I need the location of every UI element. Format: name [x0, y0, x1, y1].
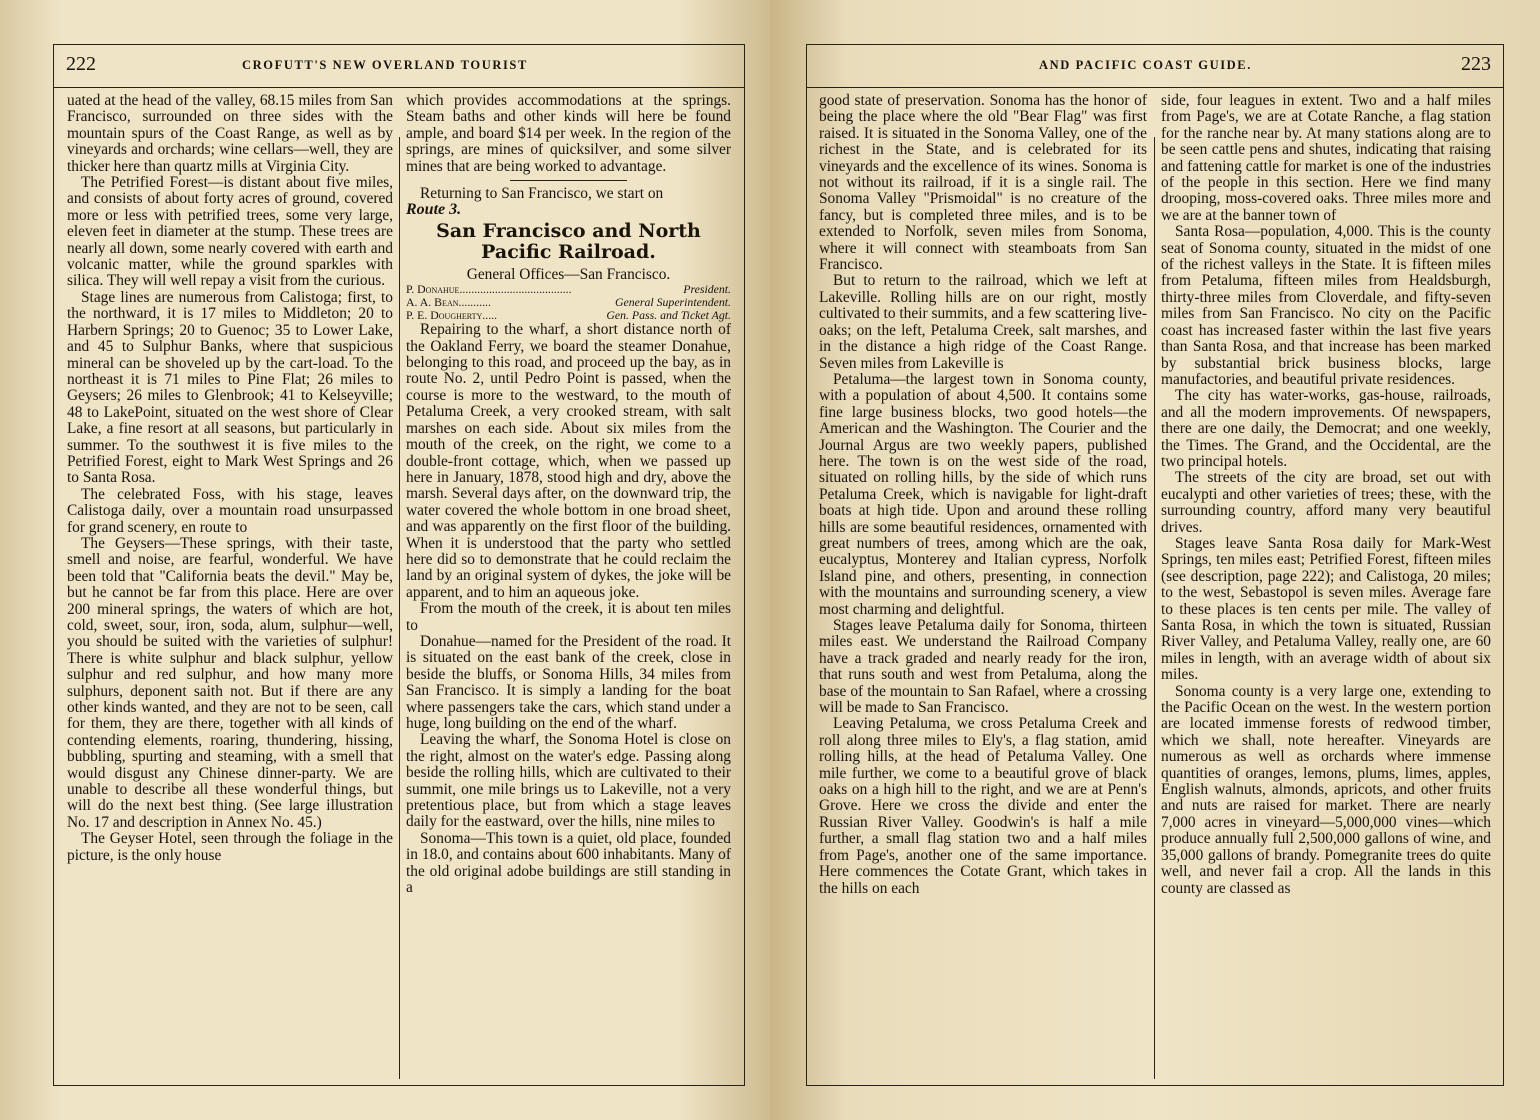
paragraph: Stages leave Santa Rosa daily for Mark-West Springs, ten miles east; Petrified Forest, fifteen miles (see description, page 222); and Calistoga, 20 miles; to the west, Sebastopol is seven miles. Average fare to these places is ten cents per mile. The valley of Santa Rosa, in which the town is situated, Russian River Valley, and Petaluma Valley, really one, are 60 miles in length, with an average width of about six miles. [1161, 534, 1491, 684]
paragraph: Sonoma—This town is a quiet, old place, founded in 18.0, and contains about 600 inhabitants. Many of the old original adobe buildings are still standing in a [406, 829, 731, 897]
paragraph: good state of preservation. Sonoma has the honor of being the place where the old "Bear Flag" was first raised. It is situated in the Sonoma Valley, one of the richest in the State, and is celebrated for its vineyards and the excellence of its wines. Sonoma is not without its railroad, if it is a single rail. The Sonoma Valley "Prismoidal" is no creature of the fancy, but is completed three miles, and is to be extended to Norfolk, seven miles from Sonoma, where it will connect with steamboats from San Francisco. [819, 93, 1147, 274]
paragraph: The city has water-works, gas-house, railroads, and all the modern improvements. Of newspapers, there are one daily, the Democrat; and one weekly, the Times. The Grand, and the Occidental, are the two principal hotels. [1161, 387, 1491, 470]
paragraph: The streets of the city are broad, set out with eucalypti and other varieties of trees; these, with the surrounding country, afford many very beautiful drives. [1161, 469, 1491, 536]
paragraph: Stages leave Petaluma daily for Sonoma, thirteen miles east. We understand the Railroad Company have a track graded and nearly ready for the iron, that runs south and west from Petaluma, along the base of the mountain to San Rafael, where a crossing will be made to San Francisco. [819, 617, 1147, 717]
section-divider [510, 180, 627, 181]
left-page-frame [53, 44, 745, 1086]
left-column-2 [406, 93, 731, 1085]
paragraph: Stage lines are numerous from Calistoga; first, to the northward, it is 17 miles to Middleton; 20 to Harbern Springs; 20 to Guenoc; 35 to Lower Lake, and 45 to Sulphur Banks, where that suspicious mineral can be shoveled up by the cart-load. To the northeast it is 71 miles to Pine Flat; 26 miles to Geysers; 26 miles to Glenbrook; 41 to Kelseyville; 48 to LakePoint, situated on the west shore of Clear Lake, a fine resort at all seasons, but particularly in summer. To the southwest it is five miles to the Petrified Forest, eight to Mark West Springs and 26 to Santa Rosa. [67, 288, 393, 487]
column-rule [1154, 137, 1155, 1079]
paragraph: which provides accommodations at the springs. Steam baths and other kinds will here be found ample, and board $14 per week. In the region of the springs, are mines of quicksilver, and some silver mines that are being worked to advantage. [406, 93, 731, 175]
column-rule [399, 137, 400, 1079]
right-page-header [807, 45, 1503, 88]
route-label: Route 3. [406, 201, 462, 219]
left-page-number: 222 [66, 53, 96, 75]
paragraph: The Petrified Forest—is distant about five miles, and consists of about forty acres of ground, covered more or less with petrified trees, some very large, eleven feet in diameter at the stump. These trees are nearly all down, some nearly covered with earth and volcanic matter, while the ground sparkles with silica. They will well repay a visit from the curious. [67, 174, 393, 290]
paragraph: The Geysers—These springs, with their taste, smell and noise, are fearful, wonderful. We have been told that "California beats the devil." May be, but he cannot be far from this place. Here are over 200 mineral springs, the waters of which are hot, cold, sweet, sour, iron, soda, alum, sulphur—well, you should be suited with the varieties of sulphur! There is white sulphur and black sulphur, yellow sulphur and red sulphur, and how many more sulphurs, deponent saith not. But if there are any other kinds wanted, and they are not to be seen, call for them, they are there, together with all kinds of contending elements, roaring, thundering, hissing, bubbling, spurting and steaming, with a smell that would disgust any Chinese dinner-party. We are unable to describe all these wonderful things, but will do the next best thing. (See large illustration No. 17 and description in Annex No. 45.) [67, 534, 393, 831]
paragraph: Repairing to the wharf, a short distance north of the Oakland Ferry, we board the steamer Donahue, belonging to this road, and proceed up the bay, as in route No. 2, until Pedro Point is passed, when the course is more to the westward, to the mouth of Petaluma Creek, a very crooked stream, with salt marshes on each side. About six miles from the mouth of the creek, on the right, we come to a double-front cottage, which, when we passed up here in January, 1878, stood high and dry, above the marsh. Several days after, on the downward trip, the water covered the whole bottom in one broad sheet, and was apparently on the first floor of the building. When it is understood that the party who settled here did so to demonstrate that he could reclaim the land by an original system of dykes, the joke will be apparent, and to him an aqueous joke. [406, 321, 731, 601]
paragraph: Leaving Petaluma, we cross Petaluma Creek and roll along three miles to Ely's, a flag station, amid rolling hills, at the head of Petaluma Valley. One mile further, we come to a beautiful grove of black oaks on a high hill to the right, and we are at Penn's Grove. Here we cross the divide and enter the Russian River Valley. Goodwin's is half a mile further, a small flag station two and a half miles from Page's, another one of the same importance. Here commences the Cotate Grant, which takes in the hills on each [819, 715, 1147, 897]
general-offices: General Offices—San Francisco. [466, 265, 671, 283]
right-column-2 [1161, 93, 1491, 1085]
paragraph: Petaluma—the largest town in Sonoma county, with a population of about 4,500. It contains some fine large business blocks, two good hotels—the American and the Washington. The Courier and the Journal Argus are two weekly papers, published here. The town is on the west side of the road, situated on rolling hills, by the side of which runs Petaluma Creek, which is navigable for light-draft boats at high tide. Upon and around these rolling hills are some beautiful residences, ornamented with great numbers of trees, among which are the oak, eucalyptus, Monterey and Italian cypress, Norfolk Island pine, and others, presenting, in connection with the mountains and surrounding scenery, a view most charming and delightful. [819, 370, 1147, 618]
left-running-head: CROFUTT'S NEW OVERLAND TOURIST [242, 58, 528, 72]
paragraph: The celebrated Foss, with his stage, leaves Calistoga daily, over a mountain road unsurpassed for grand scenery, en route to [67, 485, 393, 536]
right-page [770, 0, 1540, 1120]
right-page-number: 223 [1461, 53, 1491, 75]
paragraph: Donahue—named for the President of the road. It is situated on the east bank of the creek, close in beside the bluffs, or Sonoma Hills, 34 miles from San Francisco. It is simply a landing for the boat where passengers take the cars, which stand under a huge, long building on the end of the wharf. [406, 632, 731, 732]
paragraph: uated at the head of the valley, 68.15 miles from San Francisco, surrounded on three sides with the mountain spurs of the Coast Range, as well as by vineyards and orchards; wine cellars—well, they are thicker here than quartz mills at Virginia City. [67, 93, 393, 175]
paragraph: Santa Rosa—population, 4,000. This is the county seat of Sonoma county, situated in the midst of one of the richest valleys in the State. It is fifteen miles from Petaluma, fifteen miles from Healdsburgh, thirty-three miles from Cloverdale, and fifty-seven miles from San Francisco. No city on the Pacific coast has increased faster within the last five years than Santa Rosa, and that increase has been marked by substantial brick business blocks, large manufactories, and beautiful private residences. [1161, 223, 1491, 388]
left-page-header [54, 45, 744, 88]
paragraph: The Geyser Hotel, seen through the foliage in the picture, is the only house [67, 830, 393, 864]
officer-row: A. A. Bean ........... General Superintendent. [406, 295, 731, 310]
officer-row: P. Donahue ...................................... President. [406, 282, 731, 297]
paragraph: side, four leagues in extent. Two and a half miles from Page's, we are at Cotate Ranche, a flag station for the ranche near by. At many stations along are to be seen cattle pens and shutes, indicating that raising and fattening cattle for market is one of the industries of the people in this section. Here we find many drooping, moss-covered oaks. Three miles more and we are at the banner town of [1161, 93, 1491, 224]
paragraph: Returning to San Francisco, we start on [420, 185, 664, 203]
paragraph: But to return to the railroad, which we left at Lakeville. Rolling hills are on our right, mostly cultivated to their summits, and a few scattering live-oaks; on the left, Petaluma Creek, salt marshes, and in the distance a high ridge of the Coast Range. Seven miles from Lakeville is [819, 272, 1147, 372]
officer-list [406, 283, 731, 322]
railroad-title: San Francisco and North Pacific Railroad. [436, 219, 701, 263]
paragraph: Sonoma county is a very large one, extending to the Pacific Ocean on the west. In the western portion are located immense forests of redwood timber, which we shall, note hereafter. Vineyards are numerous as well as orchards where immense quantities of oranges, lemons, plums, limes, apples, English walnuts, almonds, apricots, and other fruits and nuts are raised for market. There are nearly 7,000 acres in vineyard—5,000,000 vines—which produce annually full 2,500,000 gallons of wine, and 35,000 gallons of brandy. Pomegranite trees do quite well, and never fail a crop. All the lands in this county are classed as [1161, 682, 1491, 897]
right-column-1 [819, 93, 1147, 1085]
right-running-head: AND PACIFIC COAST GUIDE. [1039, 58, 1252, 72]
left-column-1 [67, 93, 393, 1085]
paragraph: From the mouth of the creek, it is about ten miles to [406, 600, 731, 634]
right-page-frame [806, 44, 1504, 1086]
paragraph: Leaving the wharf, the Sonoma Hotel is close on the right, almost on the water's edge. Passing along beside the rolling hills, which are cultivated to their summit, one mile brings us to Lakeville, not a very pretentious place, but from which a stage leaves daily for the eastward, over the hills, nine miles to [406, 731, 731, 831]
officer-row: P. E. Dougherty ..... Gen. Pass. and Ticket Agt. [406, 308, 731, 323]
